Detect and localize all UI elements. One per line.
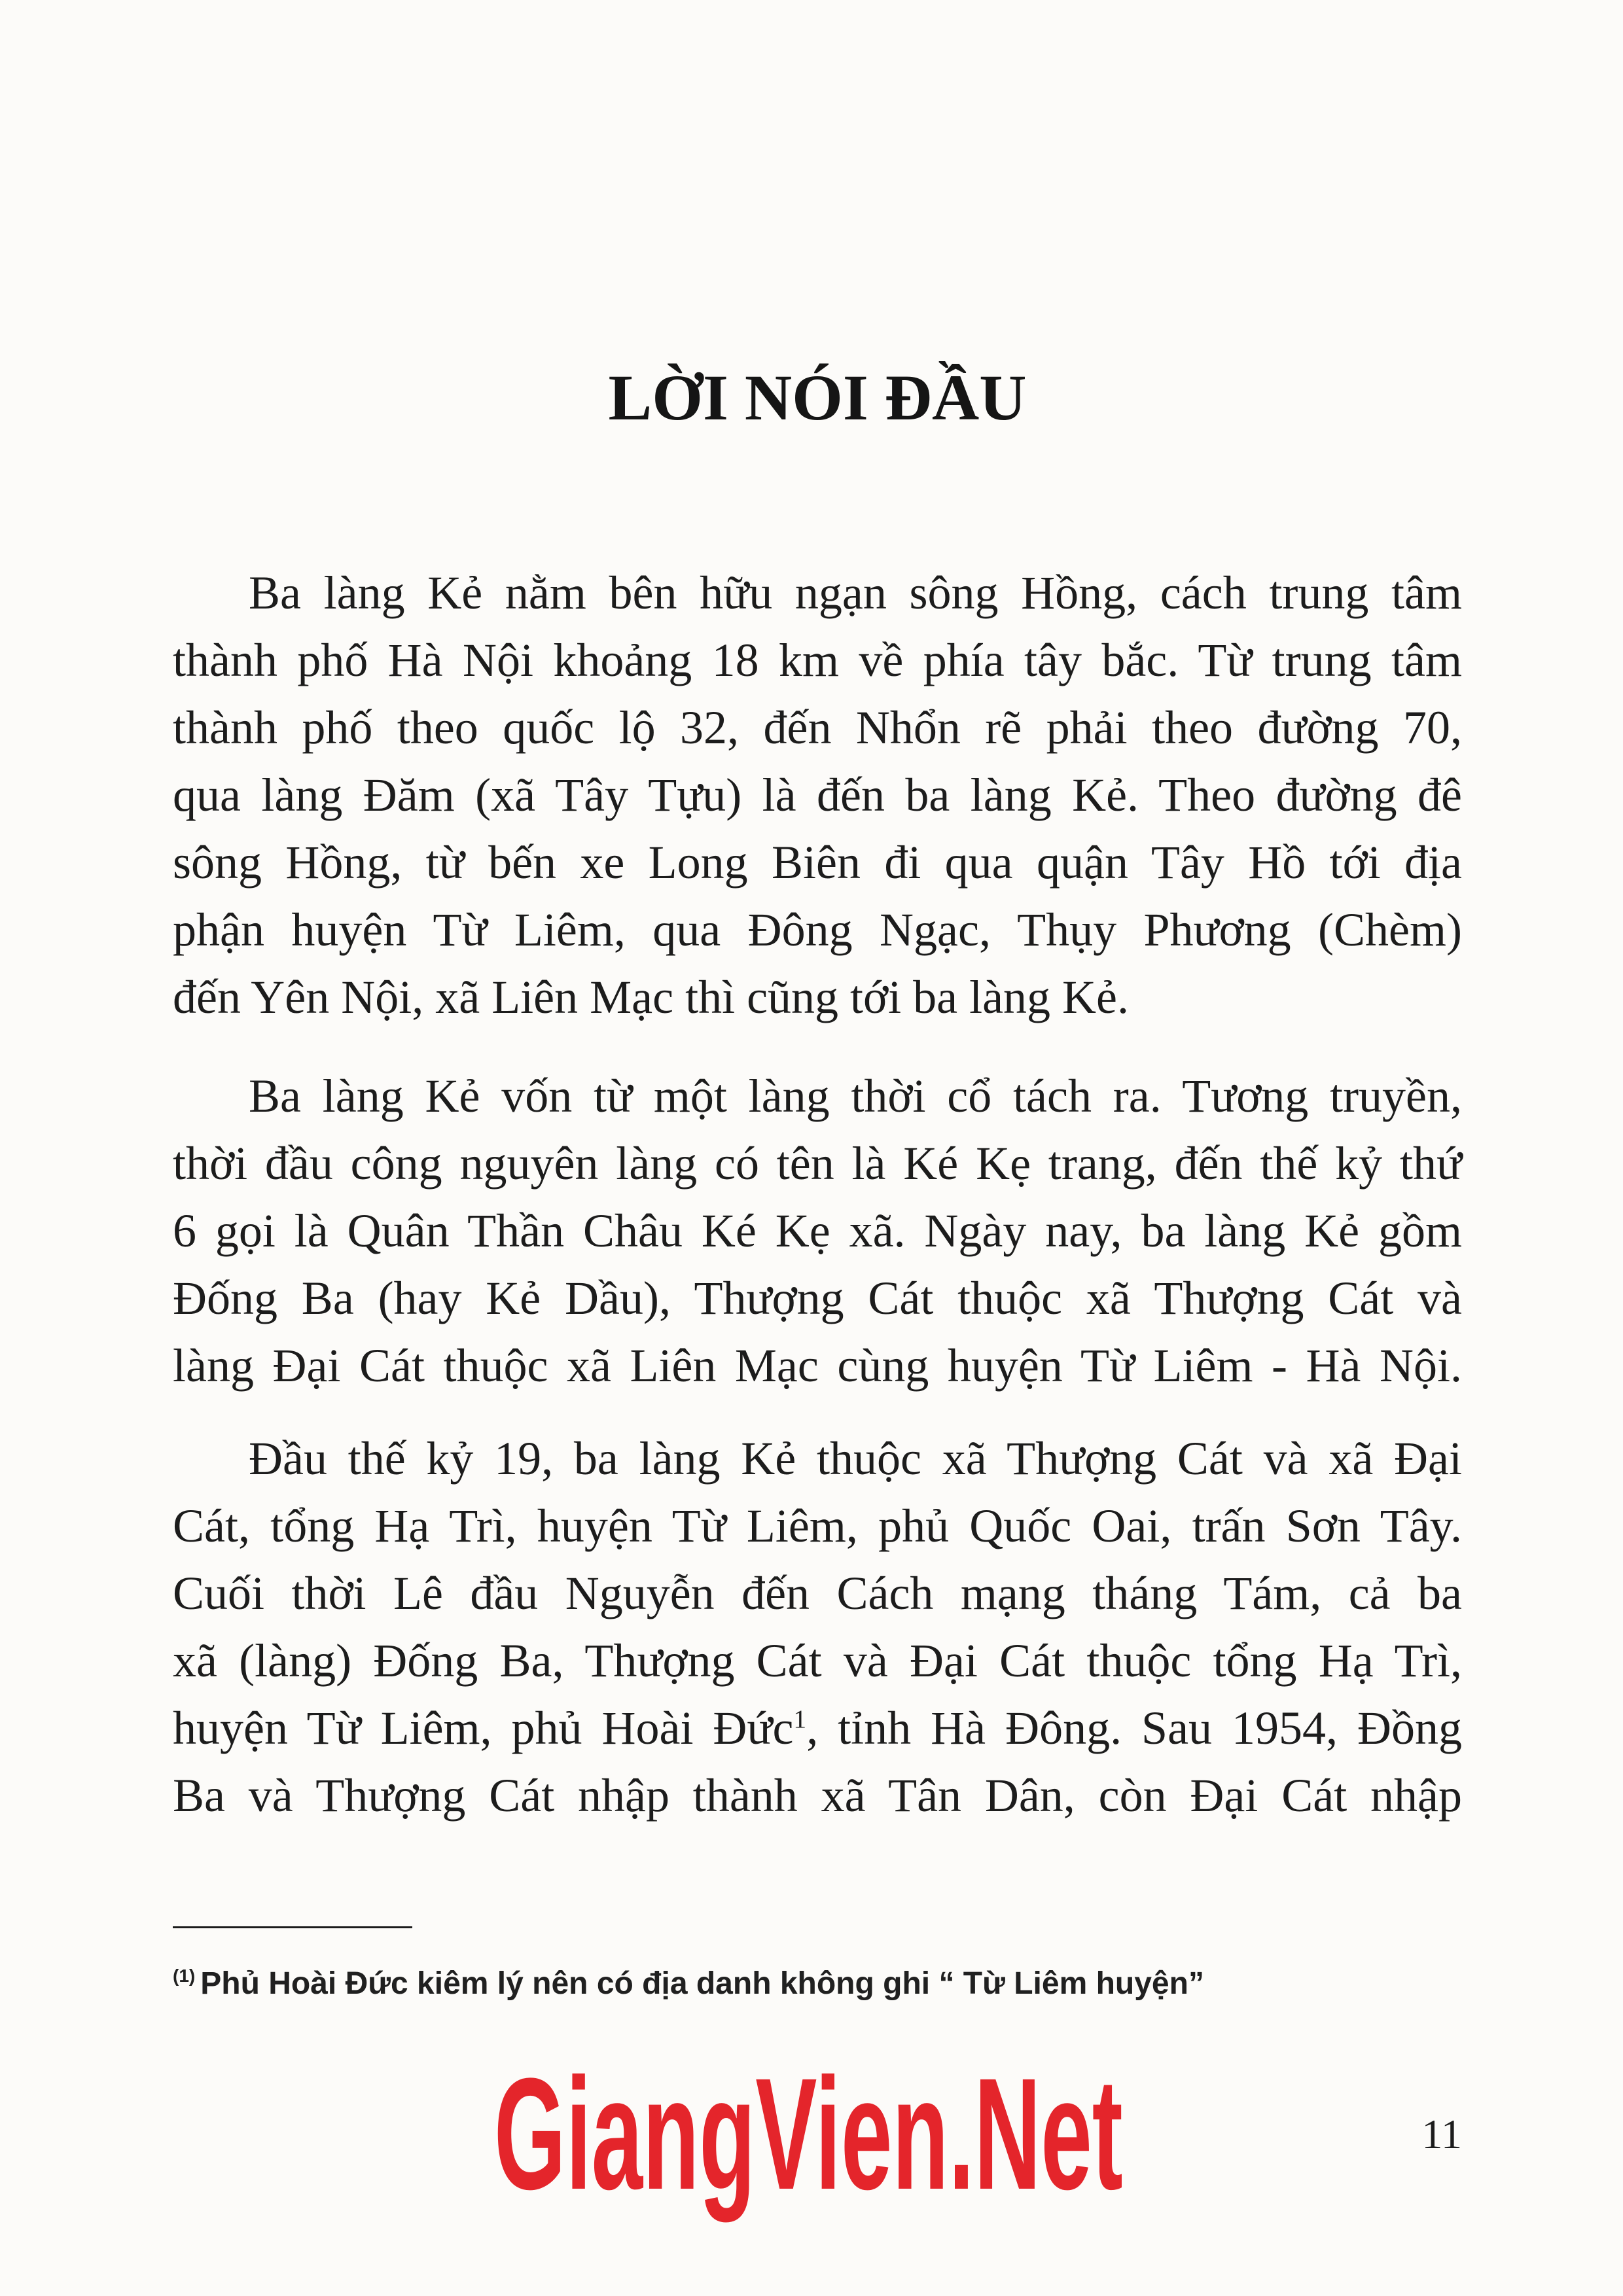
paragraph-line: Ba làng Kẻ vốn từ một làng thời cổ tách ra. Tương truyền, [249, 1070, 1462, 1122]
footnote [173, 1964, 1462, 2004]
page-number: 11 [1421, 2111, 1462, 2157]
paragraph-line: sông Hồng, từ bến xe Long Biên đi qua quận Tây Hồ tới địa [173, 836, 1462, 889]
paragraph-line: qua làng Đăm (xã Tây Tựu) là đến ba làng Kẻ. Theo đường đê [173, 769, 1462, 821]
paragraph-line: Ba làng Kẻ nằm bên hữu ngạn sông Hồng, cách trung tâm [249, 567, 1462, 619]
page-title: LỜI NÓI ĐẦU [608, 361, 1027, 434]
paragraph-line: Ba và Thượng Cát nhập thành xã Tân Dân, còn Đại Cát nhập [173, 1769, 1462, 1822]
line-text: huyện Từ Liêm, phủ Hoài Đức [173, 1702, 794, 1754]
paragraph-line-with-note [173, 1695, 1462, 1762]
paragraph-line: thời đầu công nguyên làng có tên là Ké Kẹ trang, đến thế kỷ thứ [173, 1137, 1462, 1190]
line-text: , tỉnh Hà Đông. Sau 1954, Đồng [806, 1702, 1462, 1754]
footnote-marker: (1) [173, 1966, 196, 1986]
paragraph-3 [173, 1425, 1462, 1829]
paragraph-line: Cát, tổng Hạ Trì, huyện Từ Liêm, phủ Quốc Oai, trấn Sơn Tây. [173, 1500, 1462, 1552]
paragraph-2 [173, 1063, 1462, 1400]
paragraph-line: 6 gọi là Quân Thần Châu Ké Kẹ xã. Ngày nay, ba làng Kẻ gồm [173, 1205, 1462, 1257]
paragraph-line: Đống Ba (hay Kẻ Dầu), Thượng Cát thuộc xã Thượng Cát và [173, 1272, 1462, 1324]
paragraph-line: đến Yên Nội, xã Liên Mạc thì cũng tới ba làng Kẻ. [173, 971, 1129, 1023]
paragraph-1 [173, 559, 1462, 1031]
footnote-reference: 1 [793, 1704, 807, 1733]
paragraph-line: Đầu thế kỷ 19, ba làng Kẻ thuộc xã Thượng Cát và xã Đại [249, 1432, 1462, 1485]
paragraph-line: Cuối thời Lê đầu Nguyễn đến Cách mạng tháng Tám, cả ba [173, 1567, 1462, 1619]
paragraph-line: làng Đại Cát thuộc xã Liên Mạc cùng huyện Từ Liêm - Hà Nội. [173, 1339, 1462, 1392]
footnote-text: Phủ Hoài Đức kiêm lý nên có địa danh không ghi “ Từ Liêm huyện” [200, 1966, 1204, 2001]
paragraph-line: thành phố Hà Nội khoảng 18 km về phía tây bắc. Từ trung tâm [173, 634, 1462, 686]
paragraph-line: phận huyện Từ Liêm, qua Đông Ngạc, Thụy Phương (Chèm) [173, 904, 1462, 956]
footnote-divider [173, 1926, 412, 1928]
paragraph-line: xã (làng) Đống Ba, Thượng Cát và Đại Cát thuộc tổng Hạ Trì, [173, 1634, 1462, 1687]
watermark: GiangVien.Net [494, 2045, 1123, 2223]
paragraph-line: thành phố theo quốc lộ 32, đến Nhổn rẽ phải theo đường 70, [173, 701, 1462, 754]
